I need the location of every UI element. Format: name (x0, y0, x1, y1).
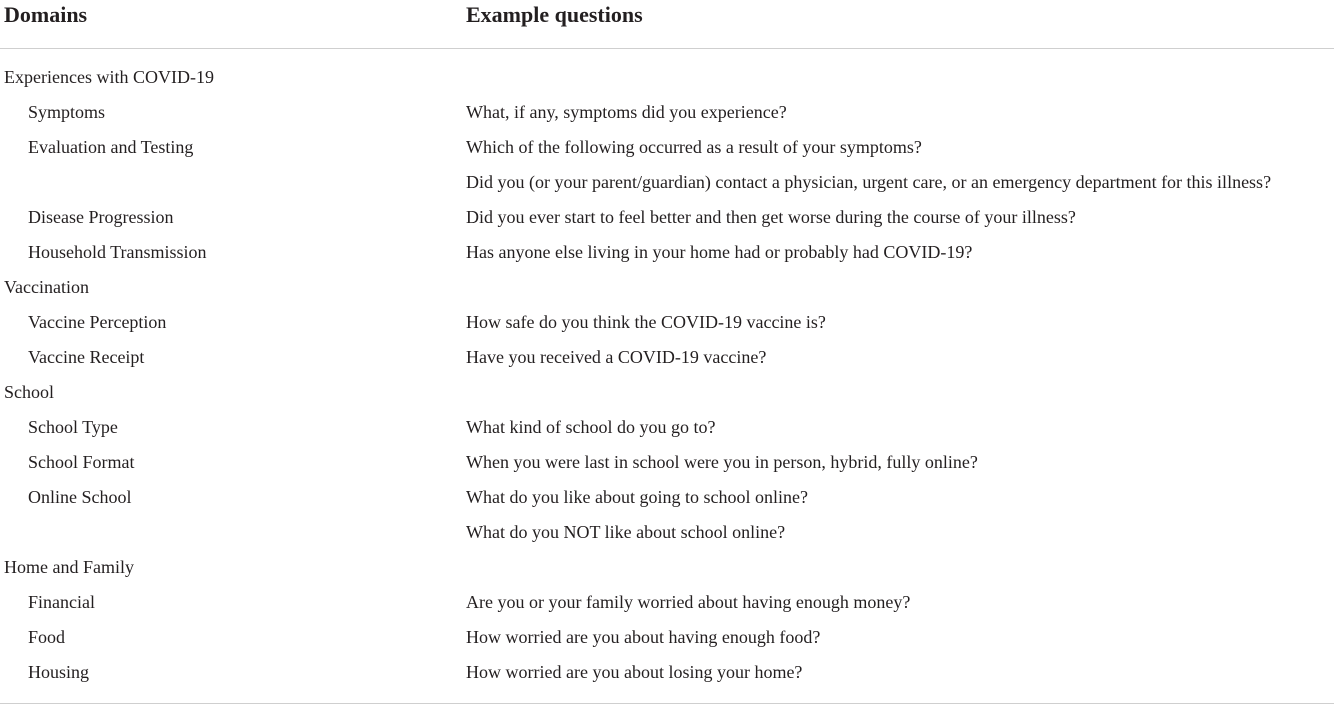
question-cell: Did you ever start to feel better and then get worse during the course of your illness? (466, 207, 1076, 227)
domain-group-cell: School (4, 382, 55, 402)
table-row (0, 165, 1334, 200)
question-cell: What do you NOT like about school online? (466, 522, 786, 542)
table-row (0, 305, 1334, 340)
table-row (0, 340, 1334, 375)
table-header (0, 0, 1334, 49)
question-cell: Have you received a COVID-19 vaccine? (466, 347, 767, 367)
table-body (0, 60, 1334, 690)
table-row (0, 445, 1334, 480)
question-cell: Has anyone else living in your home had or probably had COVID-19? (466, 242, 973, 262)
table-group-row (0, 60, 1334, 95)
header-example-questions: Example questions (466, 2, 643, 27)
domain-cell: Disease Progression (28, 207, 174, 227)
table-group-row (0, 375, 1334, 410)
question-cell: How worried are you about having enough food? (466, 627, 821, 647)
table-group-row (0, 550, 1334, 585)
domain-group-cell: Home and Family (4, 557, 134, 577)
question-cell: What do you like about going to school online? (466, 487, 808, 507)
domain-cell: Vaccine Perception (28, 312, 167, 332)
domain-cell: School Type (28, 417, 118, 437)
table-group-row (0, 270, 1334, 305)
question-cell: Are you or your family worried about having enough money? (466, 592, 911, 612)
table-row (0, 655, 1334, 690)
question-cell: What, if any, symptoms did you experience? (466, 102, 787, 122)
domain-group-cell: Vaccination (4, 277, 89, 297)
domain-cell: Food (28, 627, 66, 647)
domain-cell: School Format (28, 452, 135, 472)
table-row (0, 200, 1334, 235)
table-row (0, 235, 1334, 270)
domain-cell: Evaluation and Testing (28, 137, 194, 157)
header-domains: Domains (4, 2, 88, 27)
domain-cell: Housing (28, 662, 90, 682)
table-row (0, 620, 1334, 655)
domain-cell: Financial (28, 592, 95, 612)
domain-group-cell: Experiences with COVID-19 (4, 67, 214, 87)
domain-cell: Online School (28, 487, 132, 507)
table-row (0, 480, 1334, 515)
domain-cell: Symptoms (28, 102, 106, 122)
question-cell: Did you (or your parent/guardian) contact a physician, urgent care, or an emergency department for this illness? (466, 172, 1272, 192)
question-cell: How safe do you think the COVID-19 vaccine is? (466, 312, 826, 332)
domain-cell: Vaccine Receipt (28, 347, 145, 367)
domain-cell: Household Transmission (28, 242, 207, 262)
question-cell: Which of the following occurred as a result of your symptoms? (466, 137, 922, 157)
table-row (0, 515, 1334, 550)
question-cell: What kind of school do you go to? (466, 417, 716, 437)
table-row (0, 585, 1334, 620)
question-cell: How worried are you about losing your home? (466, 662, 803, 682)
table-row (0, 95, 1334, 130)
table-bottom-rule (0, 703, 1334, 704)
question-cell: When you were last in school were you in person, hybrid, fully online? (466, 452, 978, 472)
table-row (0, 410, 1334, 445)
table-row (0, 130, 1334, 165)
